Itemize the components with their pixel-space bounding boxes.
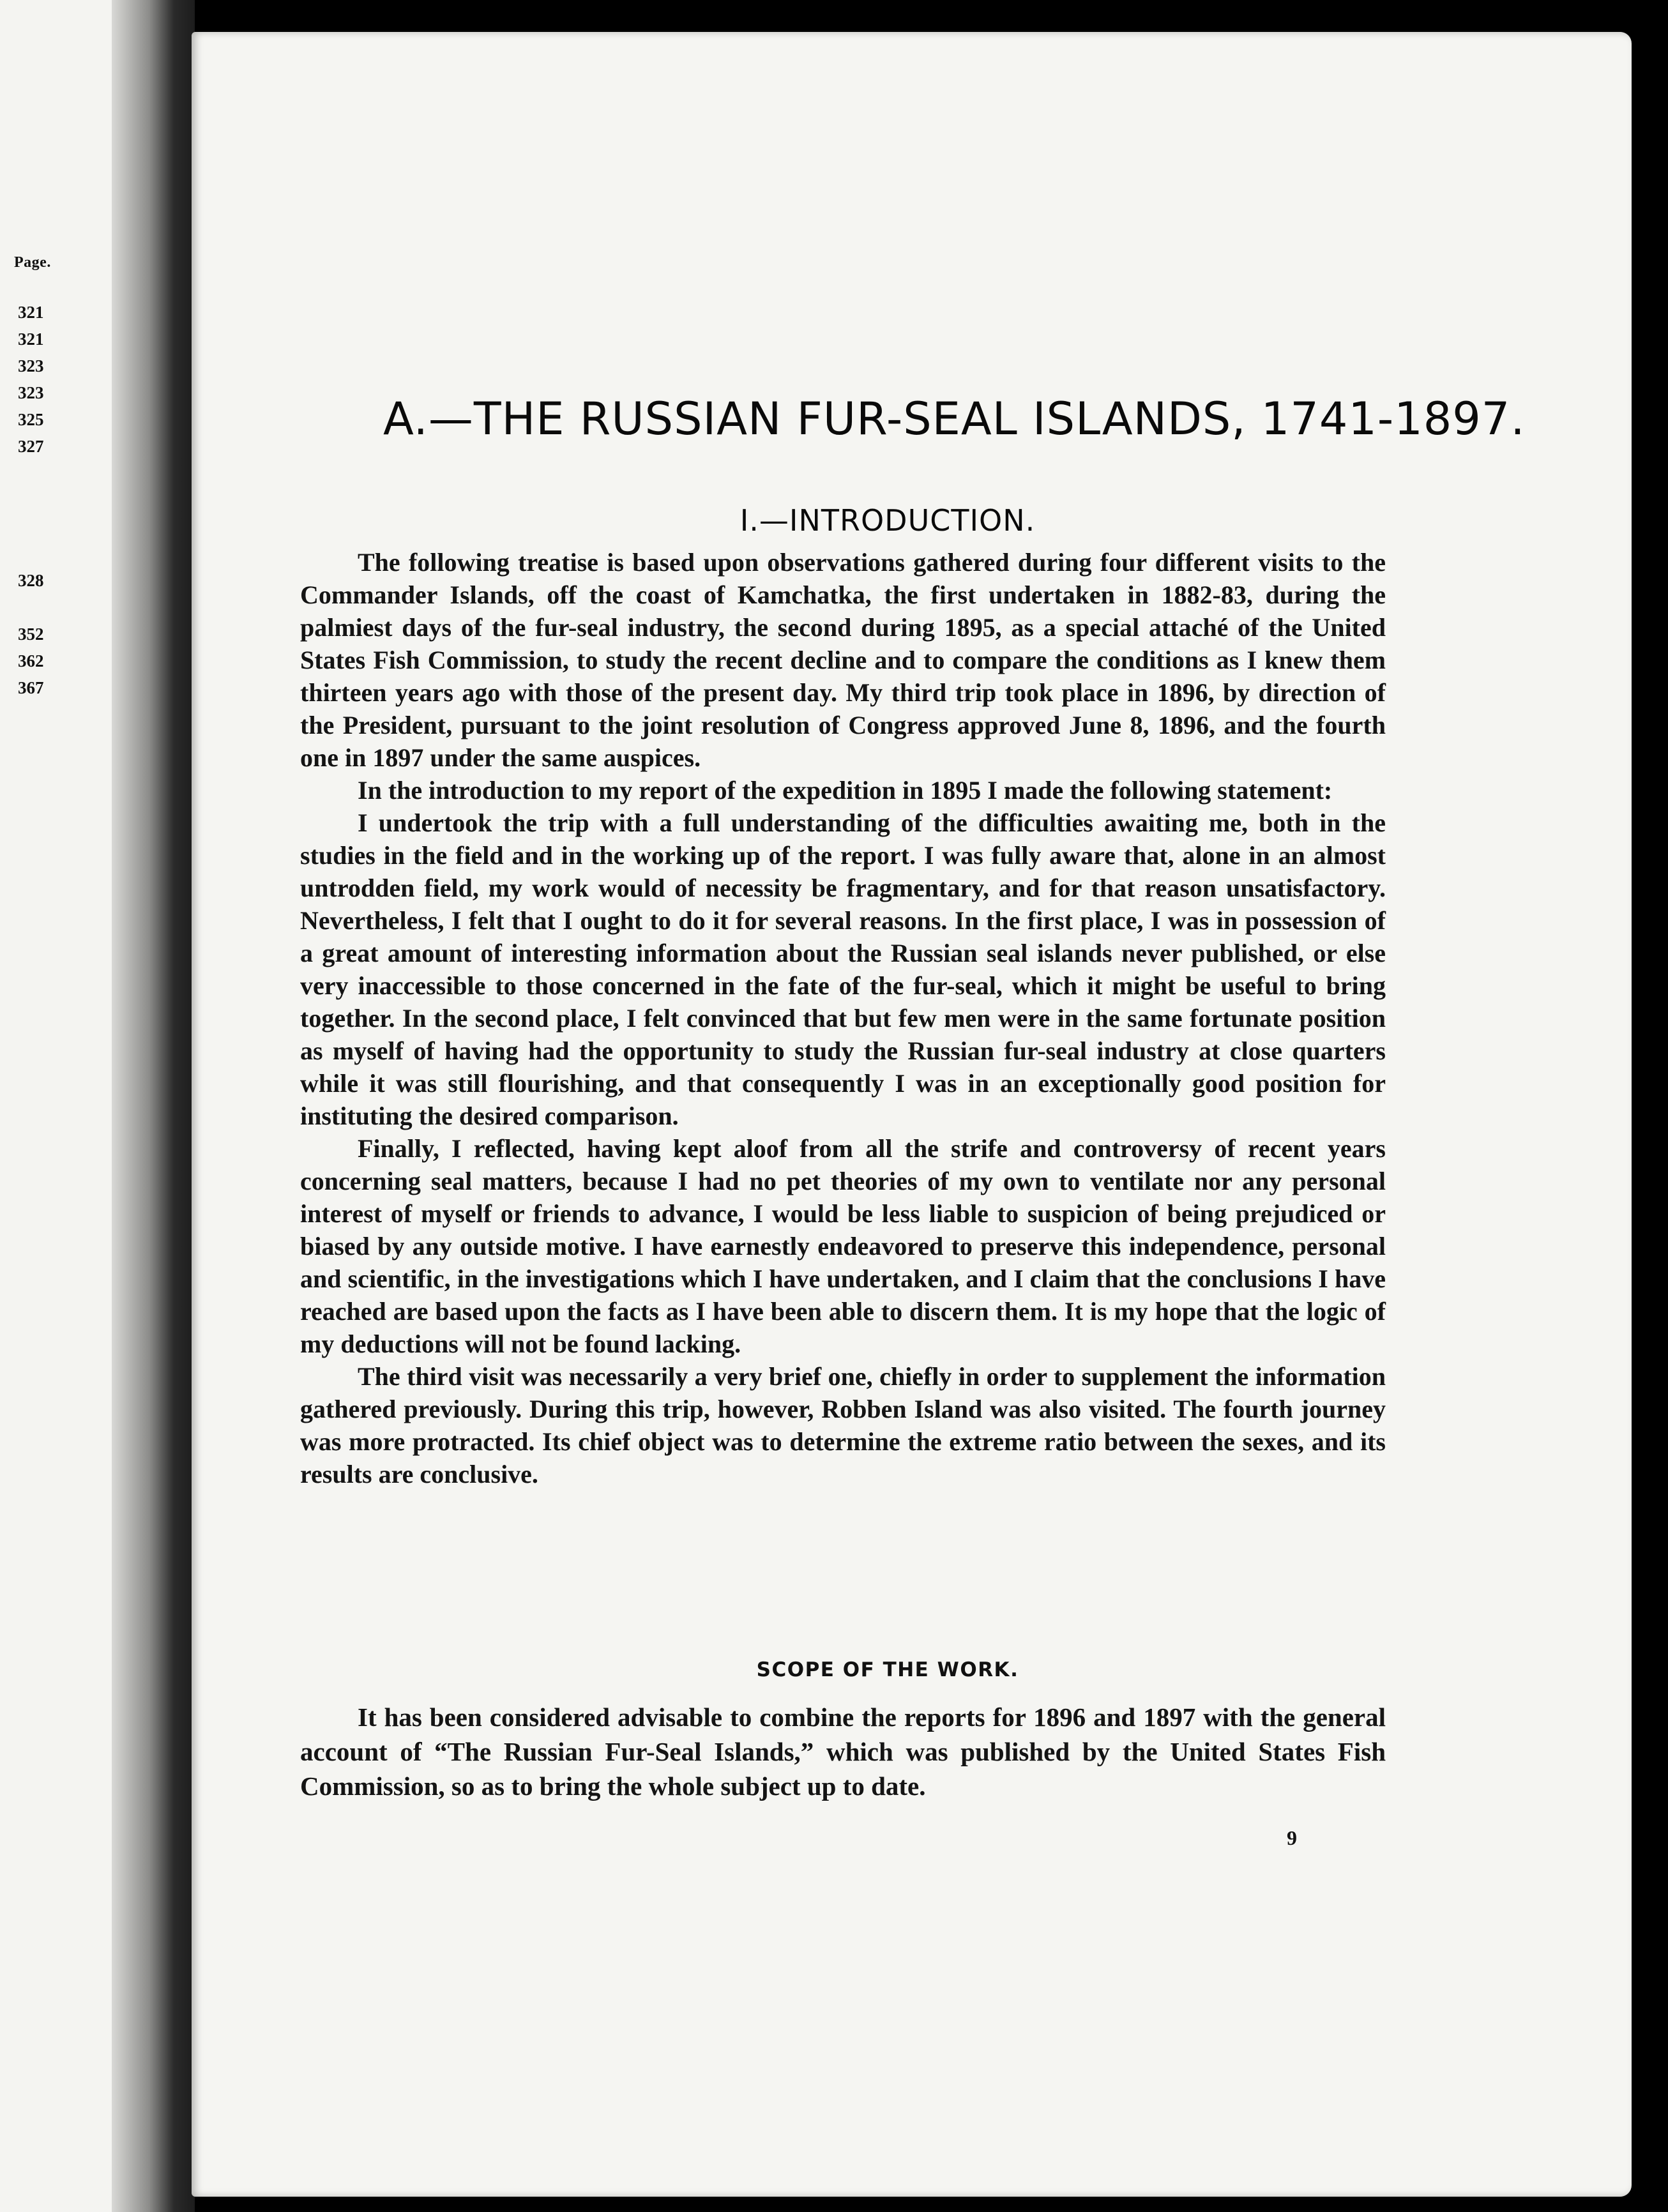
toc-spacer bbox=[18, 513, 44, 540]
paragraph: It has been considered advisable to combine the reports for 1896 and 1897 with the general account of “The Russian Fur-Seal Islands,” which was published by the United States Fish Commission, so as to bring the whole subject up to date. bbox=[300, 1702, 1386, 1801]
scope-heading: SCOPE OF THE WORK. bbox=[756, 1658, 1019, 1681]
paragraph: In the introduction to my report of the expedition in 1895 I made the following statement: bbox=[358, 776, 1333, 805]
page-number: 9 bbox=[1287, 1826, 1297, 1849]
toc-page-number: 323 bbox=[18, 383, 44, 402]
toc-page-number: 328 bbox=[18, 571, 44, 590]
toc-page-number: 323 bbox=[18, 356, 44, 375]
toc-page-number: 352 bbox=[18, 625, 44, 644]
section-title: I.—INTRODUCTION. bbox=[739, 503, 1036, 538]
quoted-paragraph: Finally, I reflected, having kept aloof from all the strife and controversy of recent years concerning seal matters, because I had no pet theories of my own to ventilate nor any personal interest of myself or friends to advance, I would be less liable to suspicion of being prejudiced or biased by any outside motive. I have earnestly endeavored to preserve this independence, personal and scientific, in the investigations which I have undertaken, and I claim that the conclusions I have reached are based upon the facts as I have been able to discern them. It is my hope that the logic of my deductions will not be found lacking. bbox=[300, 1134, 1386, 1358]
toc-spacer bbox=[18, 594, 44, 621]
scope-body bbox=[300, 1700, 1386, 1803]
toc-page-number: 325 bbox=[18, 410, 44, 429]
book-page bbox=[192, 32, 1632, 2197]
toc-page-number: 321 bbox=[18, 330, 44, 349]
chapter-title: A.—THE RUSSIAN FUR-SEAL ISLANDS, 1741-1897. bbox=[383, 393, 1526, 445]
toc-page-number: 367 bbox=[18, 678, 44, 697]
quoted-paragraph: I undertook the trip with a full understanding of the difficulties awaiting me, both in the studies in the field and in the working up of the report. I was fully aware that, alone in an almost untrodden field, my work would of necessity be fragmentary, and for that reason unsatisfactory. Nevertheless, I felt that I ought to do it for several reasons. In the first place, I was in possession of a great amount of interesting information about the Russian seal islands never published, or else very inaccessible to those concerned in the fate of the fur-seal, which it might be useful to bring together. In the second place, I felt convinced that but few men were in the same fortunate position as myself of having had the opportunity to study the Russian fur-seal industry at close quarters while it was still flourishing, and that consequently I was in an exceptionally good position for instituting the desired comparison. bbox=[300, 808, 1386, 1130]
paragraph: The third visit was necessarily a very brief one, chiefly in order to supplement the information gathered previously. During this trip, however, Robben Island was also visited. The fourth journey was more protracted. Its chief object was to determine the extreme ratio between the sexes, and its results are conclusive. bbox=[300, 1362, 1386, 1489]
toc-spacer bbox=[18, 540, 44, 567]
book-gutter-shadow bbox=[112, 0, 195, 2212]
toc-spacer bbox=[18, 487, 44, 513]
toc-page-number: 327 bbox=[18, 437, 44, 456]
toc-page-number: 321 bbox=[18, 303, 44, 322]
toc-page-label: Page. bbox=[14, 254, 51, 271]
toc-spacer bbox=[18, 460, 44, 487]
toc-page-number: 362 bbox=[18, 651, 44, 670]
toc-page-numbers bbox=[18, 299, 44, 701]
paragraph: The following treatise is based upon observations gathered during four different visits to the Commander Islands, off the coast of Kamchatka, the first undertaken in 1882-83, during the palmiest days of the fur-seal industry, the second during 1895, as a special attaché of the United States Fish Commission, to study the recent decline and to compare the conditions as I knew them thirteen years ago with those of the present day. My third trip took place in 1896, by direction of the President, pursuant to the joint resolution of Congress approved June 8, 1896, and the fourth one in 1897 under the same auspices. bbox=[300, 548, 1386, 772]
introduction-body bbox=[300, 546, 1386, 1490]
previous-page-margin bbox=[0, 0, 112, 2212]
